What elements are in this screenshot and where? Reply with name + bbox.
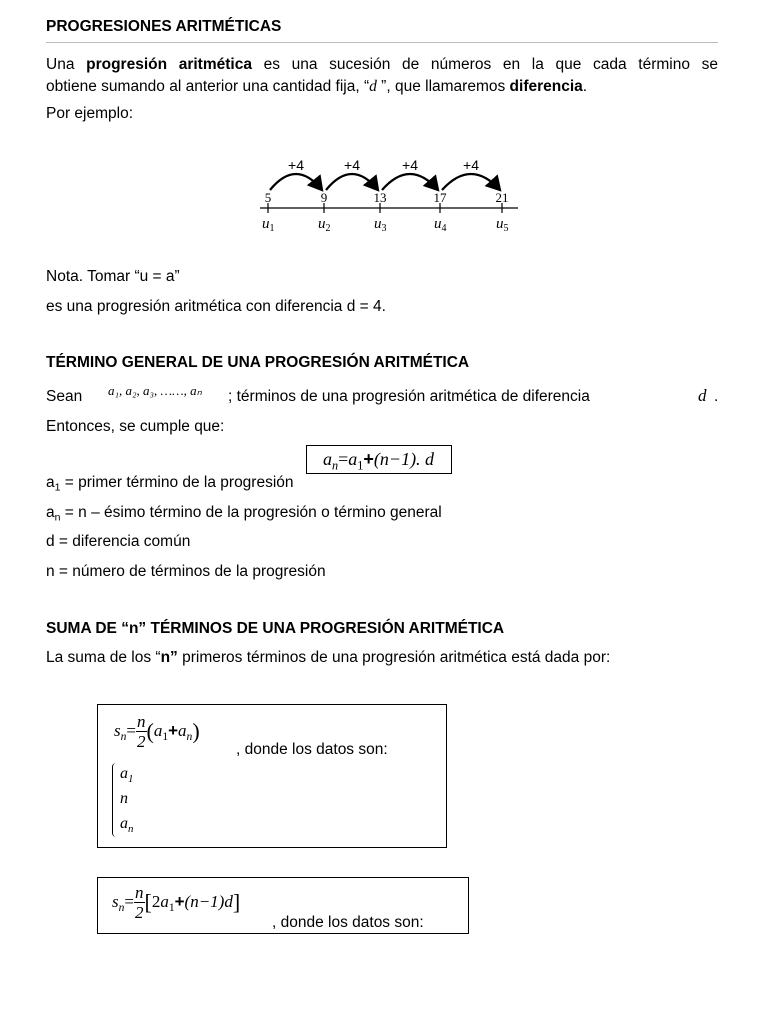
- definition-item: n = número de términos de la progresión: [46, 562, 326, 580]
- entonces-line: Entonces, se cumple que:: [46, 418, 225, 435]
- sean-rest: ; términos de una progresión aritmética de diferencia: [228, 388, 590, 405]
- sum-formula-1: $s_n=$ $\frac{n}{2}$ $(a_1+a_n)$: [114, 712, 200, 751]
- step-label-4: +4: [463, 157, 479, 173]
- sum-formula-box-2: [97, 877, 469, 934]
- symbol-d: d: [369, 78, 377, 95]
- value-label-5: 21: [495, 190, 509, 205]
- title-rule: [46, 42, 718, 43]
- step-arc-1: [270, 174, 322, 190]
- data-item: n: [120, 790, 128, 807]
- term-label-2: $u_2$: [318, 216, 331, 234]
- value-label-3: 13: [373, 190, 387, 205]
- definition-item: $a_n = n$ – ésimo término de la progresión o término general: [46, 503, 442, 524]
- section-title-suma: SUMA DE “n” TÉRMINOS DE UNA PROGRESIÓN ARITMÉTICA: [46, 620, 505, 637]
- term-diferencia: diferencia: [509, 78, 583, 95]
- value-label-2: 9: [320, 190, 328, 205]
- term-label-5: $u_5$: [496, 216, 509, 234]
- value-label-4: 17: [433, 190, 447, 205]
- donde-text-2: , donde los datos son:: [272, 914, 424, 931]
- definition-paragraph: Una progresión aritmética es una sucesión de números en la que cada término se obtiene sumando al anterior una cantidad fija, “d ”, que llamaremos diferencia.: [46, 56, 718, 95]
- symbol-d-2: d: [698, 386, 707, 405]
- section-title-progresiones: PROGRESIONES ARITMÉTICAS: [46, 18, 282, 35]
- step-label-2: +4: [344, 157, 360, 173]
- sum-intro: La suma de los “n” primeros términos de una progresión aritmética está dada por:: [46, 649, 611, 666]
- general-term-formula-box: [306, 445, 452, 474]
- example-label: Por ejemplo:: [46, 105, 134, 122]
- general-term-formula: $a_n=a_1+(n-1)$. d: [323, 449, 435, 473]
- sean-word: Sean: [46, 388, 83, 405]
- term-sequence: a₁, a₂, a₃, ……, aₙ: [108, 383, 202, 398]
- value-label-1: 5: [264, 190, 272, 205]
- step-arc-2: [326, 174, 378, 190]
- term-progresion-aritmetica: progresión aritmética: [86, 56, 252, 73]
- definition-item: d = diferencia común: [46, 533, 191, 550]
- step-arc-3: [382, 174, 438, 190]
- data-item: $a_1$: [120, 765, 134, 785]
- sum-formula-2: $s_n=$ $\frac{n}{2}$ $[2a_1+(n-1)d]$: [112, 883, 241, 922]
- step-label-1: +4: [288, 157, 304, 173]
- term-label-4: $u_4$: [434, 216, 447, 234]
- term-label-1: $u_1$: [262, 216, 275, 234]
- sean-dot: .: [714, 388, 719, 405]
- note-line-2: es una progresión aritmética con diferencia d = 4.: [46, 298, 386, 315]
- step-label-3: +4: [402, 157, 418, 173]
- step-arc-4: [442, 174, 500, 190]
- definition-item: $a_1$ = primer término de la progresión: [46, 474, 294, 494]
- sum-formula-box-1: [97, 704, 447, 848]
- data-item: $a_n$: [120, 815, 134, 835]
- term-label-3: $u_3$: [374, 216, 387, 234]
- section-title-termino-general: TÉRMINO GENERAL DE UNA PROGRESIÓN ARITMÉTICA: [46, 354, 470, 371]
- note-line-1: Nota. Tomar “u = a”: [46, 268, 180, 285]
- sean-line: [46, 383, 719, 412]
- donde-text-1: , donde los datos son:: [236, 741, 388, 758]
- data-brace: [112, 763, 117, 837]
- progression-diagram: [250, 152, 530, 238]
